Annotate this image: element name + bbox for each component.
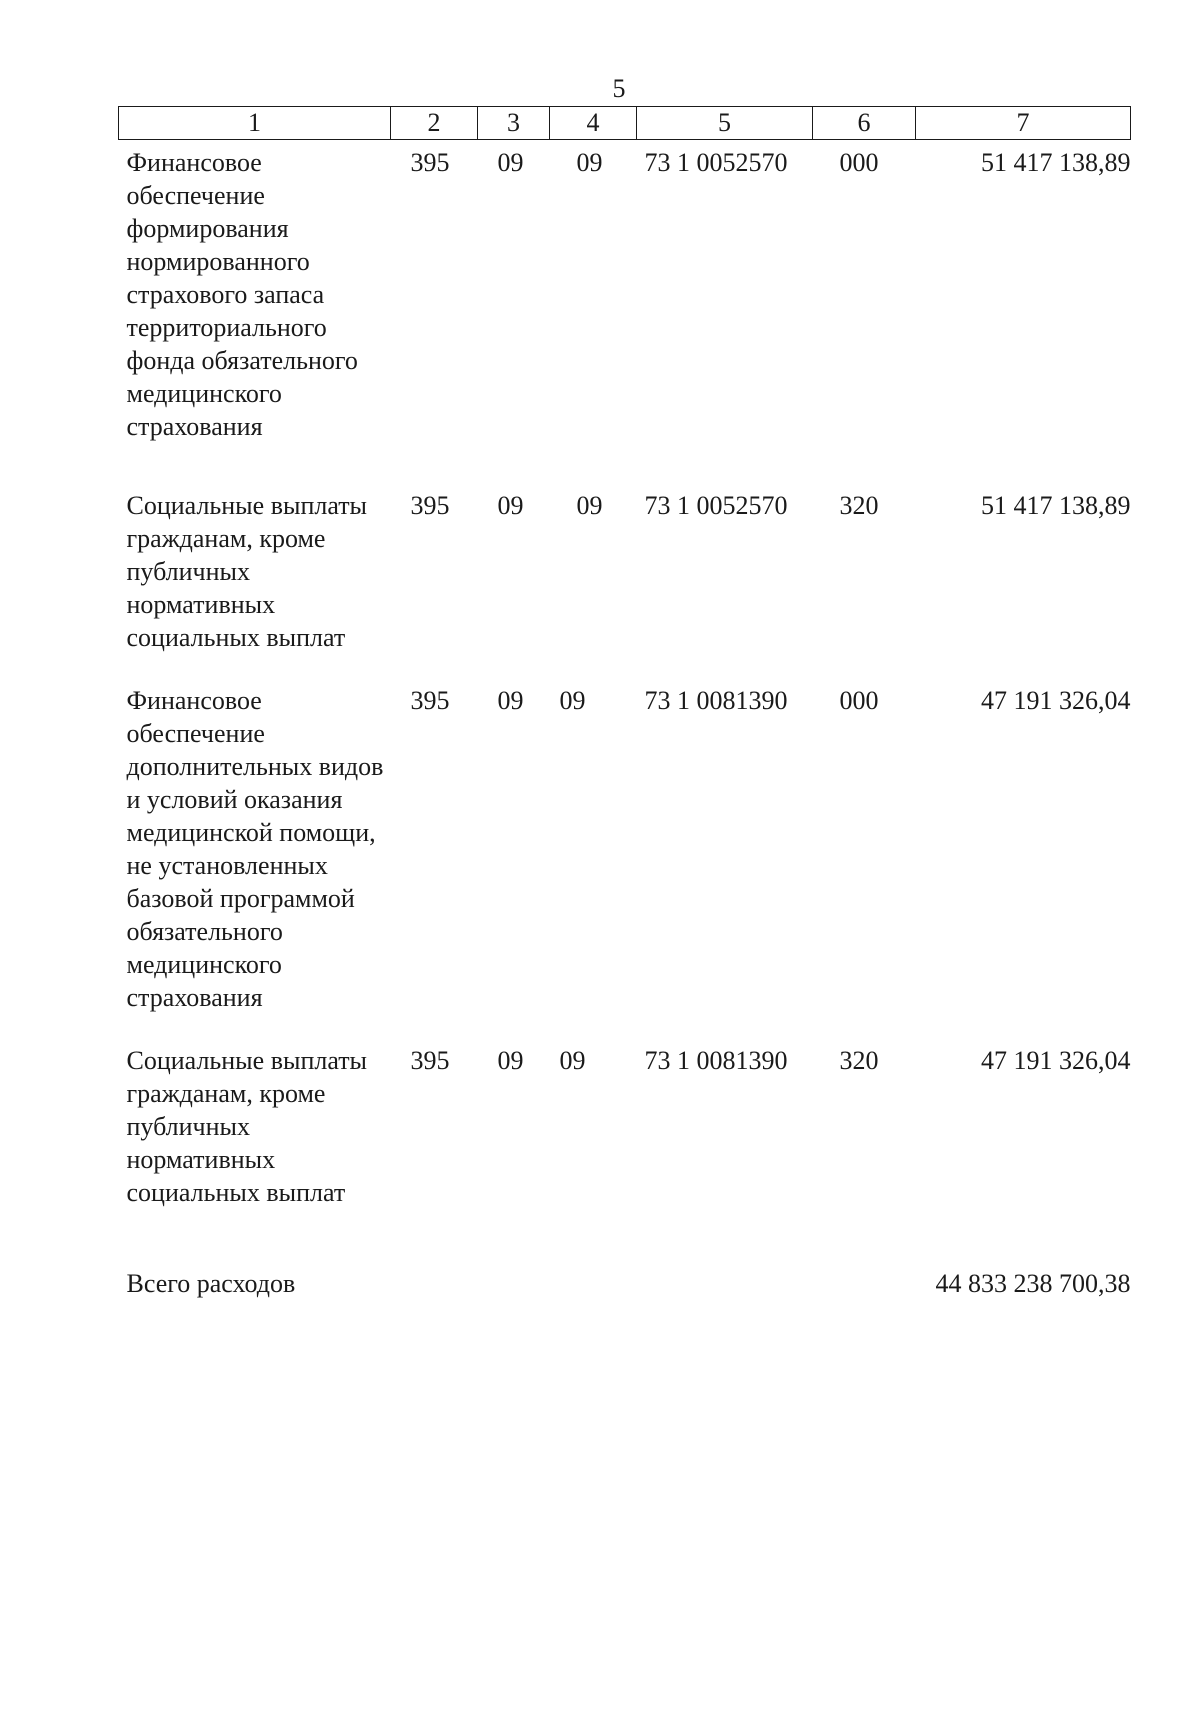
row-glav-code: 395 — [410, 686, 450, 715]
column-header-3: 3 — [478, 107, 550, 140]
table-row — [119, 684, 1131, 1014]
row-name: Финансовое обеспечение формирования нормированного страхового запаса территориального фонда обязательного медицинского страхования — [126, 148, 358, 441]
column-header-6: 6 — [813, 107, 916, 140]
row-expense-type: 000 — [839, 148, 879, 177]
row-sum: 51 417 138,89 — [981, 491, 1131, 520]
row-expense-type: 000 — [839, 686, 879, 715]
row-section-code: 09 — [497, 148, 524, 177]
row-target-article: 73 1 0081390 — [644, 686, 788, 715]
row-spacer — [119, 654, 1131, 684]
total-row — [119, 1267, 1131, 1300]
row-glav-code: 395 — [410, 1046, 450, 1075]
row-sum: 51 417 138,89 — [981, 148, 1131, 177]
column-header-5: 5 — [637, 107, 813, 140]
row-name: Социальные выплаты гражданам, кроме публичных нормативных социальных выплат — [126, 1046, 368, 1207]
row-section-code: 09 — [497, 1046, 524, 1075]
row-expense-type: 320 — [839, 491, 879, 520]
row-spacer — [119, 1014, 1131, 1044]
row-target-article: 73 1 0081390 — [644, 1046, 788, 1075]
page-number: 5 — [612, 74, 626, 103]
table-header-row — [119, 107, 1131, 140]
row-name: Социальные выплаты гражданам, кроме публичных нормативных социальных выплат — [126, 491, 368, 652]
total-sum: 44 833 238 700,38 — [935, 1269, 1131, 1298]
row-glav-code: 395 — [410, 148, 450, 177]
column-header-4: 4 — [550, 107, 637, 140]
row-target-article: 73 1 0052570 — [644, 148, 788, 177]
row-sum: 47 191 326,04 — [981, 686, 1131, 715]
table-row — [119, 1044, 1131, 1209]
row-glav-code: 395 — [410, 491, 450, 520]
row-target-article: 73 1 0052570 — [644, 491, 788, 520]
row-subsection-code: 09 — [559, 686, 586, 715]
row-expense-type: 320 — [839, 1046, 879, 1075]
row-sum: 47 191 326,04 — [981, 1046, 1131, 1075]
table-row — [119, 489, 1131, 654]
budget-table — [118, 106, 1131, 1300]
total-label: Всего расходов — [126, 1269, 296, 1298]
column-header-2: 2 — [391, 107, 478, 140]
row-name: Финансовое обеспечение дополнительных видов и условий оказания медицинской помощи, не установленных базовой программой обязательного медицинского страхования — [126, 686, 384, 1012]
row-subsection-code: 09 — [576, 148, 603, 177]
row-spacer — [119, 1209, 1131, 1267]
row-spacer — [119, 443, 1131, 489]
table-row — [119, 140, 1131, 444]
row-subsection-code: 09 — [576, 491, 603, 520]
row-section-code: 09 — [497, 491, 524, 520]
row-subsection-code: 09 — [559, 1046, 586, 1075]
row-section-code: 09 — [497, 686, 524, 715]
column-header-7: 7 — [916, 107, 1131, 140]
column-header-1: 1 — [119, 107, 391, 140]
